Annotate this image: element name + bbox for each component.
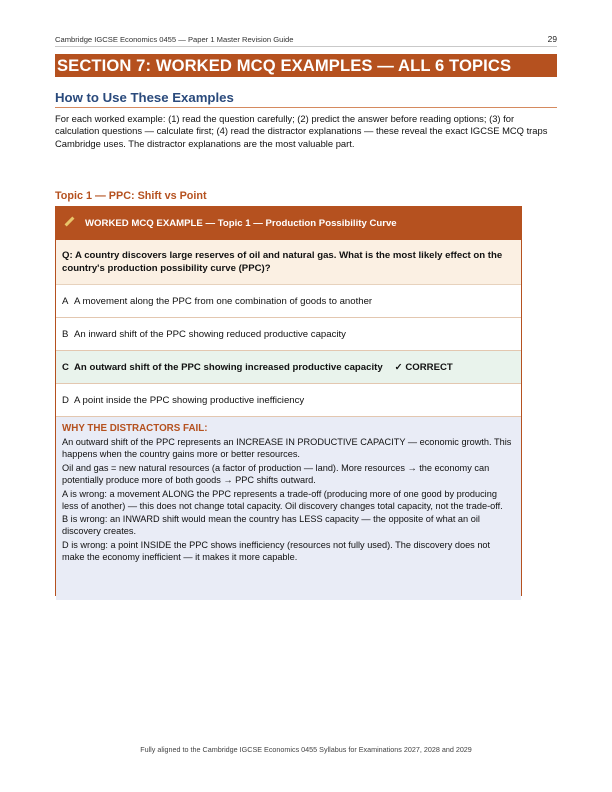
- page-footer: Fully aligned to the Cambridge IGCSE Economics 0455 Syllabus for Examinations 2027, 2028 and 2029: [140, 745, 472, 754]
- option-letter: B: [62, 328, 69, 340]
- explanation-paragraph: B is wrong: an INWARD shift would mean the country has LESS capacity — the opposite of what an oil discovery creates.: [62, 514, 480, 537]
- correct-mark: ✓ CORRECT: [394, 361, 453, 373]
- option-text: An inward shift of the PPC showing reduced productive capacity: [74, 328, 346, 340]
- explanation-paragraph: D is wrong: a point INSIDE the PPC shows inefficiency (resources not fully used). The discovery does not make the economy inefficient — it makes it more capable.: [62, 540, 491, 563]
- option-letter: C: [62, 361, 69, 373]
- question-text: Q: A country discovers large reserves of oil and natural gas. What is the most likely effect on the country's production possibility curve (PPC)?: [56, 240, 521, 285]
- how-to-body: For each worked example: (1) read the question carefully; (2) predict the answer before reading options; (3) for calculation questions — calculate first; (4) read the distractor explanations — these reveal the exact IGCSE MCQ traps Cambridge uses. The distractor explanations are the most valuable part.: [55, 113, 548, 149]
- card-header-label: WORKED MCQ EXAMPLE — Topic 1 — Production Possibility Curve: [85, 218, 397, 229]
- option-text: An outward shift of the PPC showing increased productive capacity: [74, 361, 383, 373]
- option-c-correct: [56, 351, 521, 384]
- distractor-explanations: [56, 417, 521, 600]
- option-text: A movement along the PPC from one combination of goods to another: [74, 295, 373, 307]
- running-title: Cambridge IGCSE Economics 0455 — Paper 1 Master Revision Guide: [55, 35, 294, 44]
- option-text: A point inside the PPC showing productive inefficiency: [74, 394, 305, 406]
- pencil-icon: [65, 217, 75, 227]
- explanation-paragraph: An outward shift of the PPC represents an INCREASE IN PRODUCTIVE CAPACITY — economic growth. This happens when the country gains more or better resources.: [62, 437, 512, 459]
- option-d: [56, 384, 521, 417]
- page-number: 29: [547, 34, 557, 44]
- explanation-paragraph: Oil and gas = new natural resources (a factor of production — land). More resources → the economy can potentially produce more of both goods → PPC shifts outward.: [62, 462, 490, 485]
- heading-divider: [55, 107, 557, 108]
- explanation-paragraph: A is wrong: a movement ALONG the PPC represents a trade-off (producing more of one good by producing less of another) — this does not change total capacity. Oil discovery changes total capacity, not the trade-off.: [62, 488, 503, 511]
- section-title: SECTION 7: WORKED MCQ EXAMPLES — ALL 6 TOPICS: [55, 54, 557, 77]
- how-to-heading: How to Use These Examples: [55, 90, 234, 105]
- running-header: [55, 34, 557, 47]
- option-b: [56, 318, 521, 351]
- worked-example-card: [55, 206, 522, 596]
- card-header: [56, 207, 521, 240]
- topic-heading: Topic 1 — PPC: Shift vs Point: [55, 190, 207, 202]
- option-letter: A: [62, 295, 69, 307]
- option-letter: D: [62, 394, 69, 406]
- option-a: [56, 285, 521, 318]
- explanation-title: WHY THE DISTRACTORS FAIL:: [62, 423, 208, 434]
